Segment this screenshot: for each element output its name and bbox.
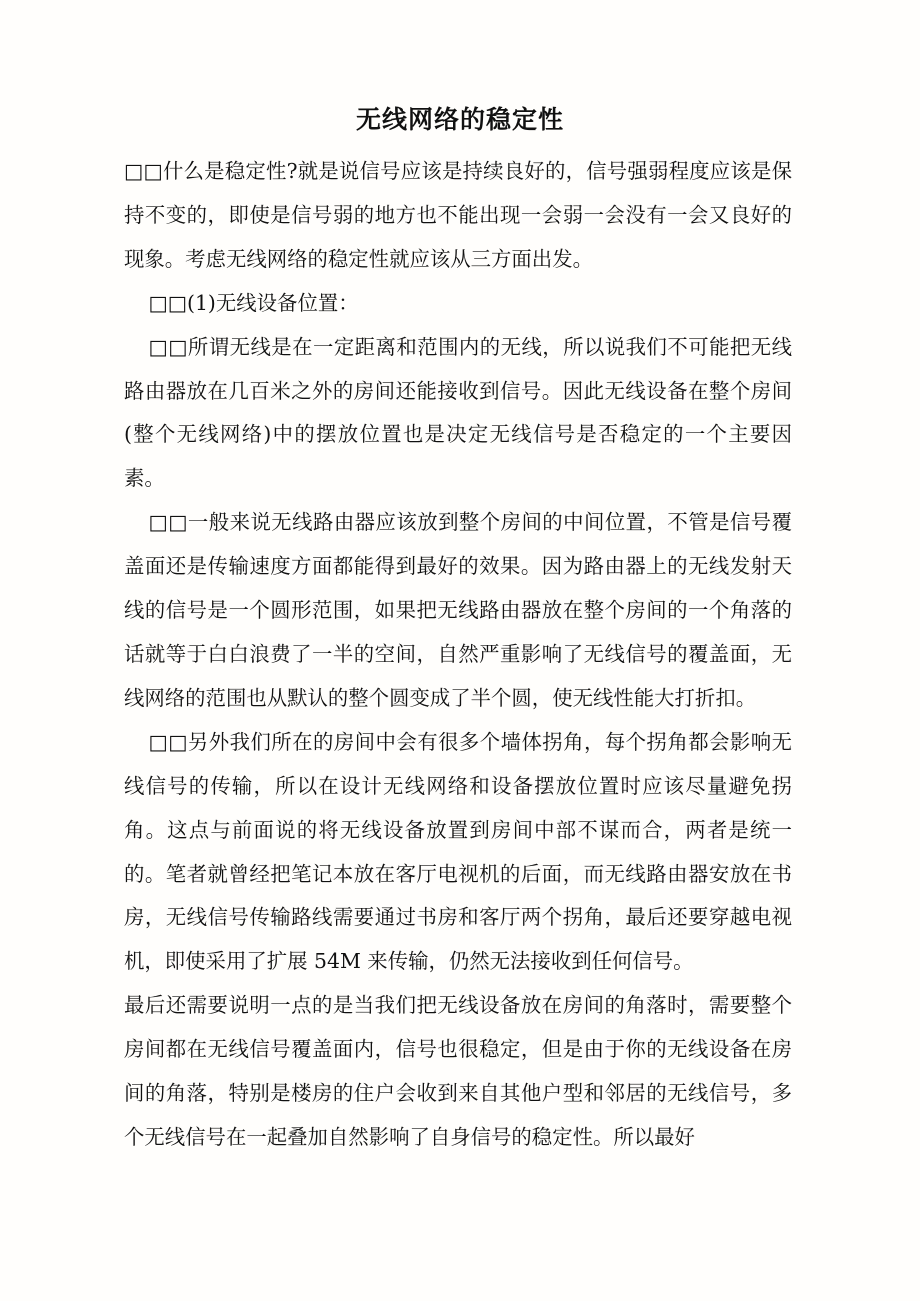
paragraph-wall-corners: □□另外我们所在的房间中会有很多个墙体拐角，每个拐角都会影响无线信号的传输，所以在设计无线网络和设备摆放位置时应该尽量避免拐角。这点与前面说的将无线设备放置到房间中部不谋而合，两者是统一的。笔者就曾经把笔记本放在客厅电视机的后面，而无线路由器安放在书房，无线信号传输路线需要通过书房和客厅两个拐角，最后还要穿越电视机，即使采用了扩展 54M 来传输，仍然无法接收到任何信号。 [124,729,792,974]
paragraph-range: □□所谓无线是在一定距离和范围内的无线，所以说我们不可能把无线路由器放在几百米之外的房间还能接收到信号。因此无线设备在整个房间(整个无线网络)中的摆放位置也是决定无线信号是否稳定的一个主要因素。 [124,334,792,491]
document-body [124,150,792,1160]
paragraph-heading-device-position: □□(1)无线设备位置： [148,290,359,315]
document-title: 无线网络的稳定性 [355,105,564,134]
paragraph-interference: 最后还需要说明一点的是当我们把无线设备放在房间的角落时，需要整个房间都在无线信号覆盖面内，信号也很稳定，但是由于你的无线设备在房间的角落，特别是楼房的住户会收到来自其他户型和邻居的无线信号，多个无线信号在一起叠加自然影响了自身信号的稳定性。所以最好 [124,993,792,1149]
paragraph-center-placement: □□一般来说无线路由器应该放到整个房间的中间位置，不管是信号覆盖面还是传输速度方面都能得到最好的效果。因为路由器上的无线发射天线的信号是一个圆形范围，如果把无线路由器放在整个房间的一个角落的话就等于白白浪费了一半的空间，自然严重影响了无线信号的覆盖面，无线网络的范围也从默认的整个圆变成了半个圆，使无线性能大打折扣。 [124,510,792,710]
paragraph-intro: □□什么是稳定性?就是说信号应该是持续良好的，信号强弱程度应该是保持不变的，即使是信号弱的地方也不能出现一会弱一会没有一会又良好的现象。考虑无线网络的稳定性就应该从三方面出发。 [124,159,792,271]
